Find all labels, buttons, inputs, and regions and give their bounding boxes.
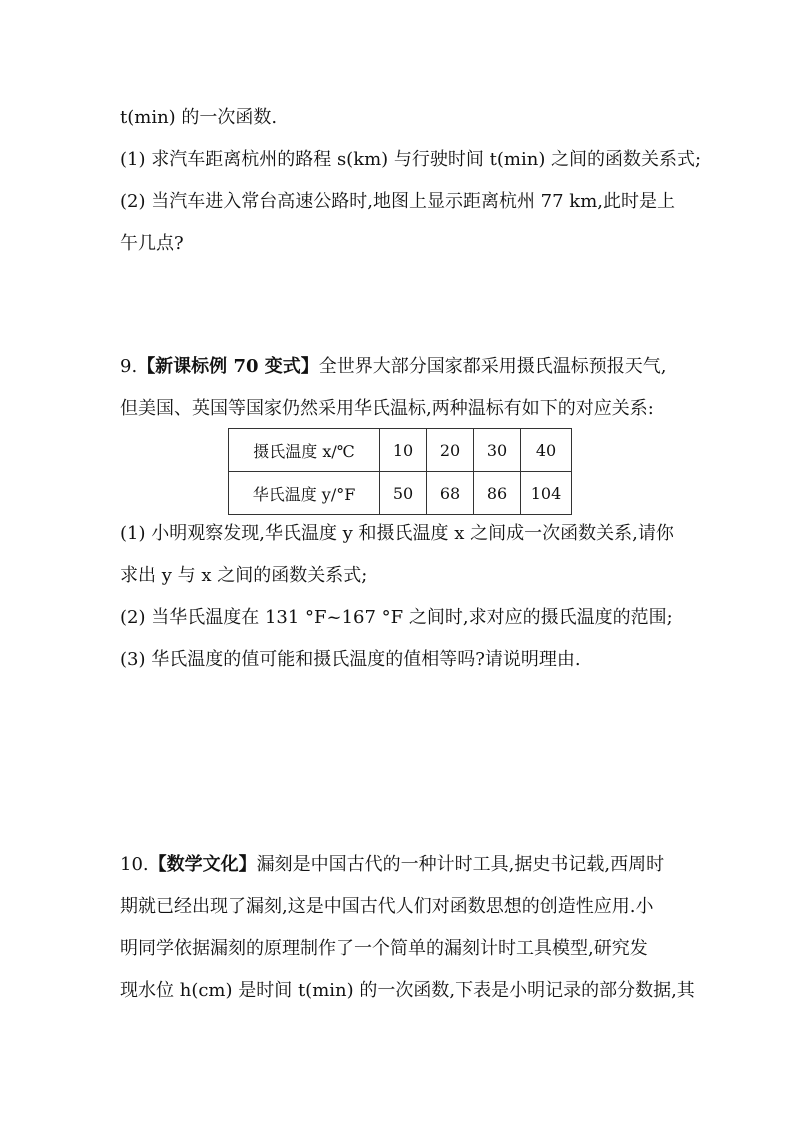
problem-9-stem-line1 [120, 355, 680, 379]
prev-problem-tail: t(min) 的一次函数. [120, 107, 278, 128]
table-row-header: 摄氏温度 x/℃ [229, 429, 380, 472]
problem-10-number: 10. [120, 854, 149, 875]
problem-10-line1 [120, 853, 680, 877]
table-cell: 10 [380, 429, 427, 472]
table-row-header: 华氏温度 y/°F [229, 472, 380, 515]
problem-10-line3: 明同学依据漏刻的原理制作了一个简单的漏刻计时工具模型,研究发 [120, 938, 648, 959]
problem-9-q2: (2) 当华氏温度在 131 °F~167 °F 之间时,求对应的摄氏温度的范围; [120, 607, 673, 628]
problem-9-number: 9. [120, 356, 138, 377]
table-cell: 40 [521, 429, 572, 472]
problem-10-line1-text: 漏刻是中国古代的一种计时工具,据史书记载,西周时 [256, 854, 665, 875]
table-cell: 30 [474, 429, 521, 472]
problem-9-q3: (3) 华氏温度的值可能和摄氏温度的值相等吗?请说明理由. [120, 649, 581, 670]
table-cell: 50 [380, 472, 427, 515]
problem-9-stem-text: 全世界大部分国家都采用摄氏温标预报天气, [318, 356, 667, 377]
problem-9-tag: 【新课标例 70 变式】 [137, 356, 319, 377]
problem-9-q1-line1: (1) 小明观察发现,华氏温度 y 和摄氏温度 x 之间成一次函数关系,请你 [120, 523, 674, 544]
problem-9-q1-line2: 求出 y 与 x 之间的函数关系式; [120, 565, 368, 586]
temperature-table [228, 428, 572, 515]
problem-9-stem-line2: 但美国、英国等国家仍然采用华氏温标,两种温标有如下的对应关系: [120, 398, 654, 419]
table-cell: 68 [427, 472, 474, 515]
table-row [229, 429, 572, 472]
problem-10-line4: 现水位 h(cm) 是时间 t(min) 的一次函数,下表是小明记录的部分数据,其 [120, 980, 695, 1001]
prev-problem-q2-line1: (2) 当汽车进入常台高速公路时,地图上显示距离杭州 77 km,此时是上 [120, 191, 675, 212]
table-row [229, 472, 572, 515]
table-cell: 104 [521, 472, 572, 515]
problem-10-tag: 【数学文化】 [148, 854, 257, 875]
table-cell: 20 [427, 429, 474, 472]
prev-problem-q2-line2: 午几点? [120, 233, 184, 254]
table-cell: 86 [474, 472, 521, 515]
problem-10-line2: 期就已经出现了漏刻,这是中国古代人们对函数思想的创造性应用.小 [120, 896, 654, 917]
prev-problem-q1: (1) 求汽车距离杭州的路程 s(km) 与行驶时间 t(min) 之间的函数关系式; [120, 149, 702, 170]
